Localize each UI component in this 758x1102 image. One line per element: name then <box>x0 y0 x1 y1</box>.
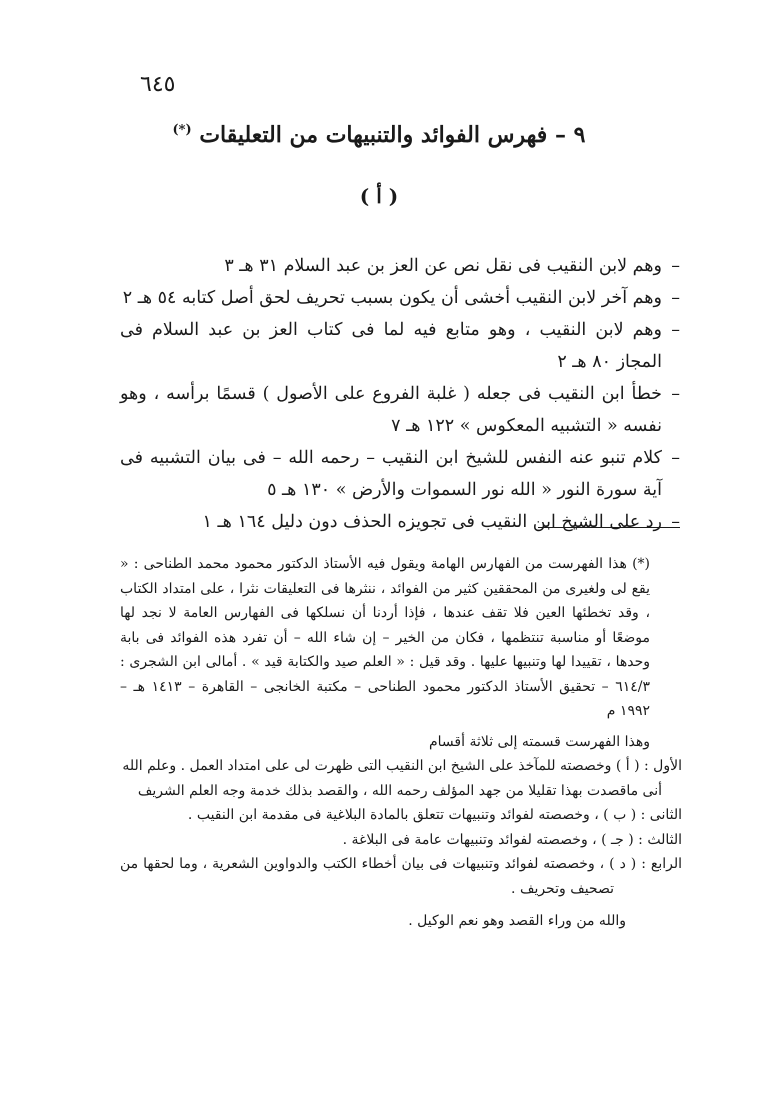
index-entry-text: وهم لابن النقيب فى نقل نص عن العز بن عبد السلام ٣١ هـ ٣ <box>224 256 662 276</box>
page-title <box>0 122 758 148</box>
footnote <box>120 552 682 934</box>
index-entry: – رد على الشيخ ابن النقيب فى تجويزه الحذف دون دليل ١٦٤ هـ ١ <box>202 512 680 532</box>
index-entry-text: كلام تنبو عنه النفس للشيخ ابن النقيب – رحمه الله – فى بيان التشبيه فى آية سورة النور « الله نور السموات والأرض » ١٣٠ هـ ٥ <box>120 448 662 500</box>
footnote-intro: (*) هذا الفهرست من الفهارس الهامة ويقول فيه الأستاذ الدكتور محمود محمد الطناحى : « يقع لى ولغيرى من المحققين كثير من الفوائد ، ننثرها فى التعليقات نثرا ، على امتداد الكتاب ، وقد تخطئها العين فلا تقف عندها ، فإذا أردنا أن نسلكها فى الفهارس العامة لا نجد لها موضعًا أو مناسبة تنتظمها ، فكان من الخير – إن شاء الله – أن تفرد هذه الفوائد فى بابة وحدها ، تقييدا لها وتنبيها عليها . وقد قيل : « العلم صيد والكتابة قيد » . أمالى ابن الشجرى : ٦١٤/٣ – تحقيق الأستاذ الدكتور محمود الطناحى – مكتبة الخانجى – القاهرة – ١٤١٣ هـ – ١٩٩٢ م <box>120 556 650 719</box>
footnote-division-first: الأول : ( أ ) وخصصته للمآخذ على الشيخ ابن النقيب التى ظهرت لى على امتداد العمل . وعلم الله <box>122 758 682 774</box>
footnote-closing: والله من وراء القصد وهو نعم الوكيل . <box>408 913 626 929</box>
index-entry-text: رد على الشيخ ابن النقيب فى تجويزه الحذف دون دليل ١٦٤ هـ ١ <box>202 512 662 532</box>
index-entry-text: وهم آخر لابن النقيب أخشى أن يكون بسبب تحريف لحق أصل كتابه ٥٤ هـ ٢ <box>122 288 662 308</box>
index-entry: – خطأ ابن النقيب فى جعله ( غلبة الفروع على الأصول ) قسمًا برأسه ، وهو نفسه « التشبيه المعكوس » ١٢٢ هـ ٧ <box>120 384 680 436</box>
index-entry-list <box>120 250 680 538</box>
index-entry: – كلام تنبو عنه النفس للشيخ ابن النقيب – رحمه الله – فى بيان التشبيه فى آية سورة النور « الله نور السموات والأرض » ١٣٠ هـ ٥ <box>120 448 680 500</box>
index-entry: – وهم لابن النقيب ، وهو متابع فيه لما فى كتاب العز بن عبد السلام فى المجاز ٨٠ هـ ٢ <box>120 320 680 372</box>
footnote-division-second: الثانى : ( ب ) ، وخصصته لفوائد وتنبيهات تتعلق بالمادة البلاغية فى مقدمة ابن النقيب . <box>187 807 682 823</box>
footnote-marker: (*) <box>172 122 192 138</box>
page-number: ٦٤٥ <box>140 72 176 97</box>
index-entry-text: وهم لابن النقيب ، وهو متابع فيه لما فى كتاب العز بن عبد السلام فى المجاز ٨٠ هـ ٢ <box>120 320 662 372</box>
footnote-division-third: الثالث : ( جـ ) ، وخصصته لفوائد وتنبيهات عامة فى البلاغة . <box>342 831 682 848</box>
footnote-division-first-cont: أنى ماقصدت بهذا تقليلا من جهد المؤلف رحمه الله ، والقصد بذلك خدمة وجه العلم الشريف <box>137 782 662 799</box>
footnote-divider <box>538 527 680 528</box>
index-entry: – وهم لابن النقيب فى نقل نص عن العز بن عبد السلام ٣١ هـ ٣ <box>224 256 680 276</box>
section-letter: ( أ ) <box>359 184 399 208</box>
index-entry-text: خطأ ابن النقيب فى جعله ( غلبة الفروع على الأصول ) قسمًا برأسه ، وهو نفسه « التشبيه المعكوس » ١٢٢ هـ ٧ <box>120 384 662 436</box>
page-title-text: ٩ – فهرس الفوائد والتنبيهات من التعليقات <box>199 122 586 148</box>
footnote-division-fourth: الرابع : ( د ) ، وخصصته لفوائد وتنبيهات فى بيان أخطاء الكتب والدواوين الشعرية ، وما لحقها من تصحيف وتحريف . <box>120 856 682 897</box>
index-entry: – وهم آخر لابن النقيب أخشى أن يكون بسبب تحريف لحق أصل كتابه ٥٤ هـ ٢ <box>122 288 680 308</box>
footnote-divisions-intro: وهذا الفهرست قسمته إلى ثلاثة أقسام <box>428 733 650 750</box>
